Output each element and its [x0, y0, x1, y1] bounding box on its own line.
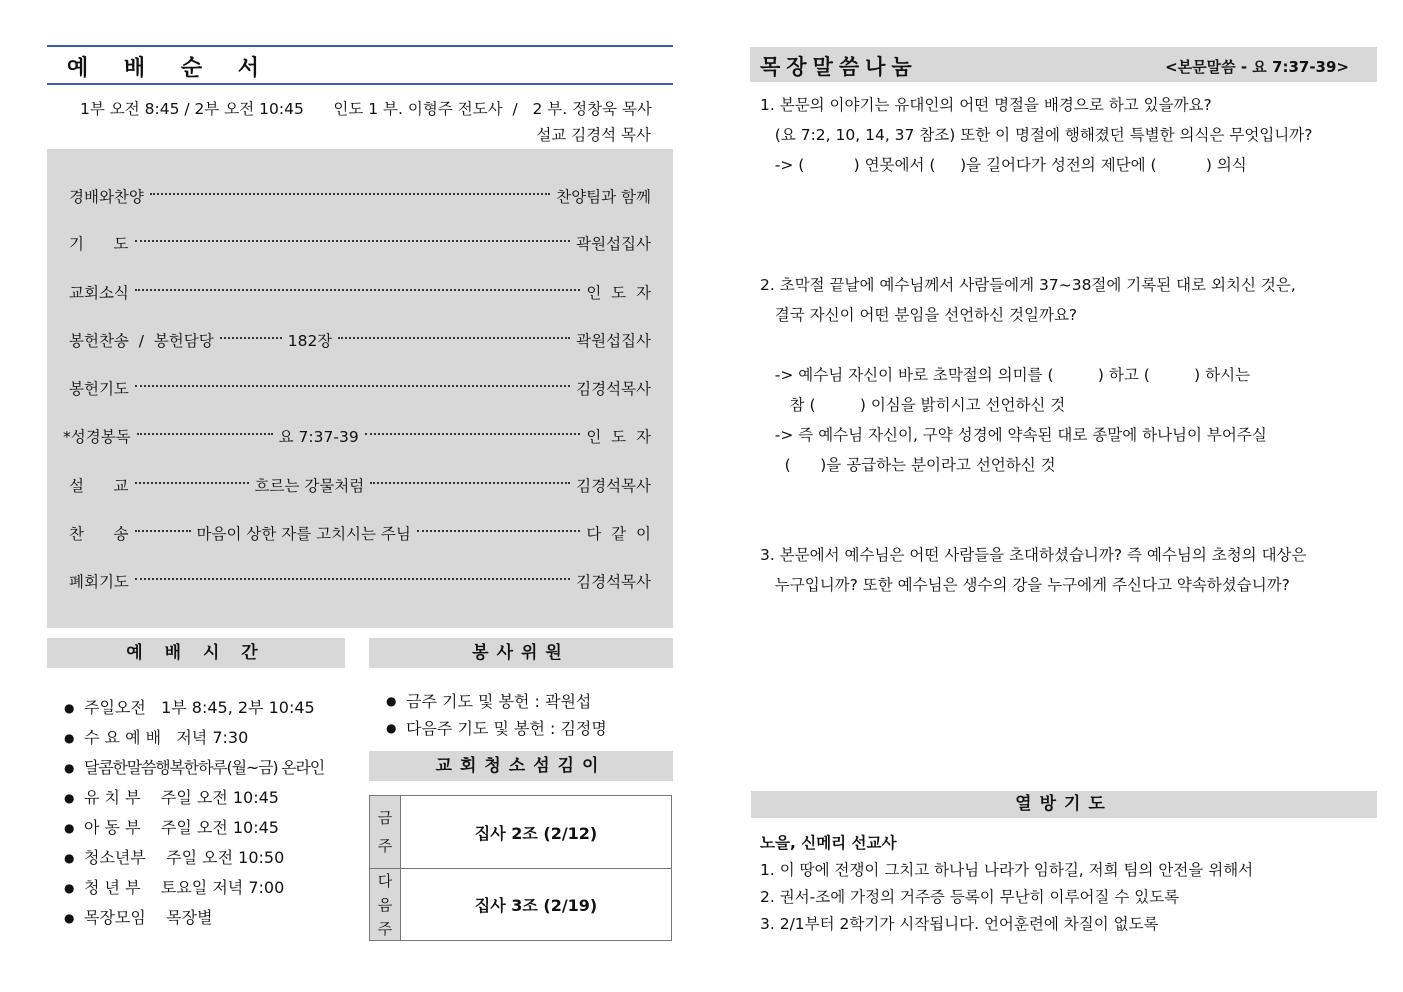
list-item: ● 청 년 부 토요일 저녁 7:00 [64, 873, 324, 903]
order-row [63, 424, 651, 448]
scripture-reference: <본문말씀 - 요 7:37-39> [1165, 58, 1349, 76]
order-label: 경배와찬양 [69, 188, 144, 206]
order-end: 김경석목사 [576, 573, 651, 591]
prayer-header: 열방기도 [751, 791, 1377, 818]
table-row [370, 869, 671, 940]
order-label: 봉헌찬송 / 봉헌담당 [69, 332, 214, 350]
list-item: 2. 권서-조에 가정의 거주증 등록이 무난히 이루어질 수 있도록 [760, 888, 1180, 906]
question-2: 2. 초막절 끝날에 예수님께서 사람들에게 37~38절에 기록된 대로 외치신 것은, 결국 자신이 어떤 분임을 선언하신 것일까요? -> 예수님 자신이 바로 초막절의 의미를 ( ) 하고 ( ) 하시는 참 ( ) 이심을 밝히시고 선언하신 것 -> 즉 예수님 자신이, 구약 성경에 약속된 대로 종말에 하나님이 부어주실 ( )을 공급하는 분이라고 선언하신 것 [760, 276, 1296, 474]
order-end: 다 같 이 [586, 525, 651, 543]
cleaning-team: 집사 2조 (2/12) [474, 823, 598, 843]
order-title: 예 배 순 서 [67, 56, 273, 81]
order-label: 설 교 [69, 477, 129, 495]
sharing-header [750, 47, 1377, 82]
order-row [69, 328, 651, 352]
list-item: ● 유 치 부 주일 오전 10:45 [64, 783, 324, 813]
cleaning-team: 집사 3조 (2/19) [474, 896, 598, 915]
sharing-title: 목장말씀나눔 [760, 55, 918, 79]
question-1: 1. 본문의 이야기는 유대인의 어떤 명절을 배경으로 하고 있을까요? (요 7:2, 10, 14, 37 참조) 또한 이 명절에 행해졌던 특별한 의식은 무엇입니까? -> ( ) 연못에서 ( )을 길어다가 성전의 제단에 ( ) 의식 [760, 96, 1313, 174]
order-label: 기 도 [69, 235, 129, 253]
list-item: ● 목장모임 목장별 [64, 903, 324, 933]
preacher: 설교 김경석 목사 [536, 126, 651, 144]
order-row [69, 521, 651, 545]
list-item: 1. 이 땅에 전쟁이 그치고 하나님 나라가 임하길, 저희 팀의 안전을 위해서 [760, 861, 1254, 879]
order-end: 찬양팀과 함께 [556, 188, 651, 206]
cleaning-week-label: 다 음 주 [370, 869, 401, 940]
order-row [69, 184, 651, 208]
table-row [370, 796, 671, 869]
order-label: 교회소식 [69, 284, 129, 302]
list-item: ● 달콤한말씀행복한하루(월~금) 온라인 [64, 753, 324, 783]
question-3: 3. 본문에서 예수님은 어떤 사람들을 초대하셨습니까? 즉 예수님의 초청의 대상은 누구입니까? 또한 예수님은 생수의 강을 누구에게 주신다고 약속하셨습니까? [760, 546, 1307, 594]
order-end: 김경석목사 [576, 380, 651, 398]
list-item: ● 수 요 예 배 저녁 7:30 [64, 723, 324, 753]
list-item: ● 주일오전 1부 8:45, 2부 10:45 [64, 693, 324, 723]
list-item: ● 청소년부 주일 오전 10:50 [64, 843, 324, 873]
order-row [69, 569, 651, 593]
order-end: 인 도 자 [586, 284, 651, 302]
list-item: ● 금주 기도 및 봉헌 : 곽원섭 [386, 688, 607, 715]
order-row [69, 231, 651, 255]
worship-times-header: 예 배 시 간 [47, 638, 345, 668]
order-label: 찬 송 [69, 525, 129, 543]
prayer-list [760, 857, 1253, 938]
order-middle: 182장 [287, 332, 333, 350]
order-label: *성경봉독 [63, 428, 131, 446]
order-row [69, 376, 651, 400]
cleaning-table [369, 795, 672, 941]
order-end: 곽원섭집사 [576, 332, 651, 350]
order-middle: 요 7:37-39 [278, 428, 359, 446]
order-list [47, 149, 673, 628]
order-end: 김경석목사 [576, 477, 651, 495]
worship-times-list [64, 693, 324, 933]
order-end: 곽원섭집사 [576, 235, 651, 253]
order-end: 인 도 자 [586, 428, 651, 446]
service-committee-list [386, 688, 607, 742]
order-title-bar [47, 45, 673, 85]
list-item: ● 아 동 부 주일 오전 10:45 [64, 813, 324, 843]
order-row [69, 473, 651, 497]
prayer-missionary: 노을, 신메리 선교사 [760, 834, 897, 852]
order-middle: 마음이 상한 자를 고치시는 주님 [196, 525, 411, 543]
list-item: ● 다음주 기도 및 봉헌 : 김정명 [386, 715, 607, 742]
order-label: 봉헌기도 [69, 380, 129, 398]
list-item: 3. 2/1부터 2학기가 시작됩니다. 언어훈련에 차질이 없도록 [760, 915, 1159, 933]
cleaning-header: 교회청소섬김이 [369, 751, 673, 781]
service-committee-header: 봉사위원 [369, 638, 673, 668]
cleaning-week-label: 금 주 [370, 796, 401, 868]
order-middle: 흐르는 강물처럼 [254, 477, 365, 495]
order-label: 폐회기도 [69, 573, 129, 591]
order-row [69, 280, 651, 304]
service-times: 1부 오전 8:45 / 2부 오전 10:45 인도 1 부. 이형주 전도사 / 2 부. 정창욱 목사 [80, 100, 652, 118]
